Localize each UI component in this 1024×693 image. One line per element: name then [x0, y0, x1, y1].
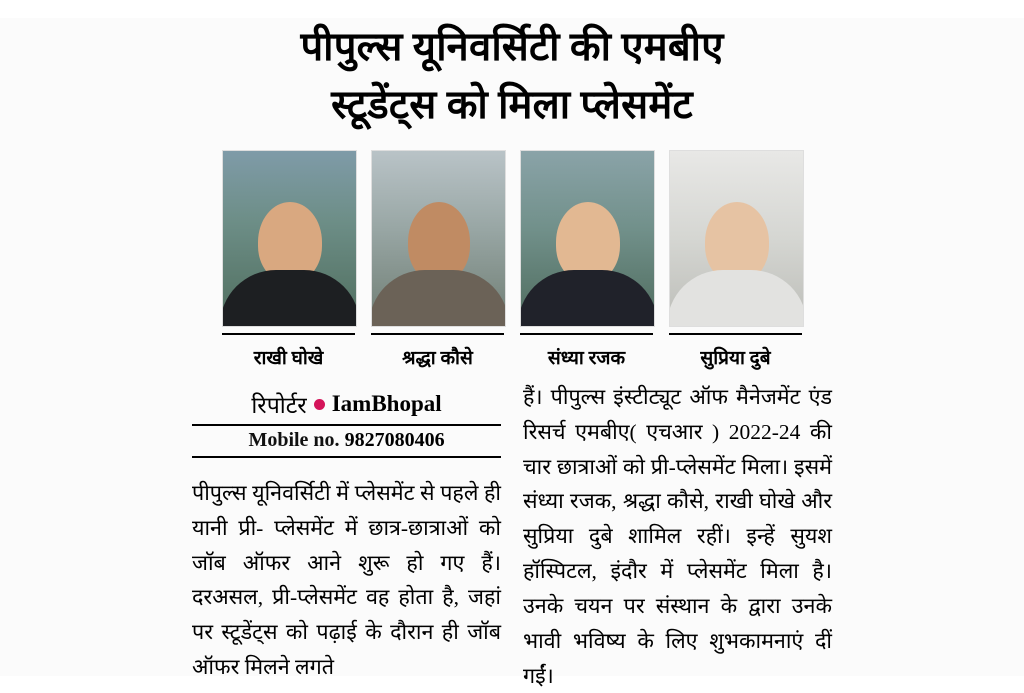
photo-gallery [0, 150, 1024, 370]
headline-line-2: स्टूडेंट्स को मिला प्लेसमेंट [331, 82, 693, 127]
mobile-number: 9827080406 [344, 429, 445, 451]
portrait-photo [520, 150, 655, 327]
article-column-left [192, 380, 501, 693]
photo-caption: राखी घोखे [222, 333, 355, 370]
photo-caption: श्रद्धा कौसे [371, 333, 504, 370]
article-body [192, 380, 832, 693]
photo-item [222, 150, 355, 370]
photo-caption: संध्या रजक [520, 333, 653, 370]
publication-name: IamBhopal [331, 391, 442, 416]
portrait-photo [222, 150, 357, 327]
mobile-label: Mobile no. [248, 429, 340, 451]
article-paragraph-right: हैं। पीपुल्स इंस्टीट्यूट ऑफ मैनेजमेंट एंड रिसर्च एमबीए( एचआर ) 2022-24 की चार छात्राओं को प्री-प्लेसमेंट मिला। इसमें संध्या रजक, श्रद्धा कौसे, राखी घोखे और सुप्रिया दुबे शामिल रहीं। इन्हें सुयश हॉस्पिटल, इंदौर में प्लेसमेंट मिला है। उनके चयन पर संस्थान के द्वारा उनके भावी भविष्य के लिए शुभकामनाएं दीं गईं। [523, 385, 832, 688]
photo-caption: सुप्रिया दुबे [669, 333, 802, 370]
byline [192, 380, 501, 458]
reporter-label: रिपोर्टर [251, 393, 307, 418]
photo-item [520, 150, 653, 370]
byline-mobile [192, 424, 501, 458]
portrait-photo [669, 150, 804, 327]
bullet-icon [314, 399, 325, 410]
article-paragraph-left: पीपुल्स यूनिवर्सिटी में प्लेसमेंट से पहले ही यानी प्री- प्लेसमेंट में छात्र-छात्राओं को जॉब ऑफर आने शुरू हो गए हैं। दरअसल, प्री-प्लेसमेंट वह होता है, जहां पर स्टूडेंट्स को पढ़ाई के दौरान ही जॉब ऑफर मिलने लगते [192, 481, 501, 680]
newspaper-clipping [0, 18, 1024, 688]
byline-reporter [192, 388, 501, 420]
photo-item [669, 150, 802, 370]
page-title [192, 18, 832, 134]
headline-line-1: पीपुल्स यूनिवर्सिटी की एमबीए [300, 24, 724, 69]
portrait-photo [371, 150, 506, 327]
photo-item [371, 150, 504, 370]
article-column-right [523, 380, 832, 693]
